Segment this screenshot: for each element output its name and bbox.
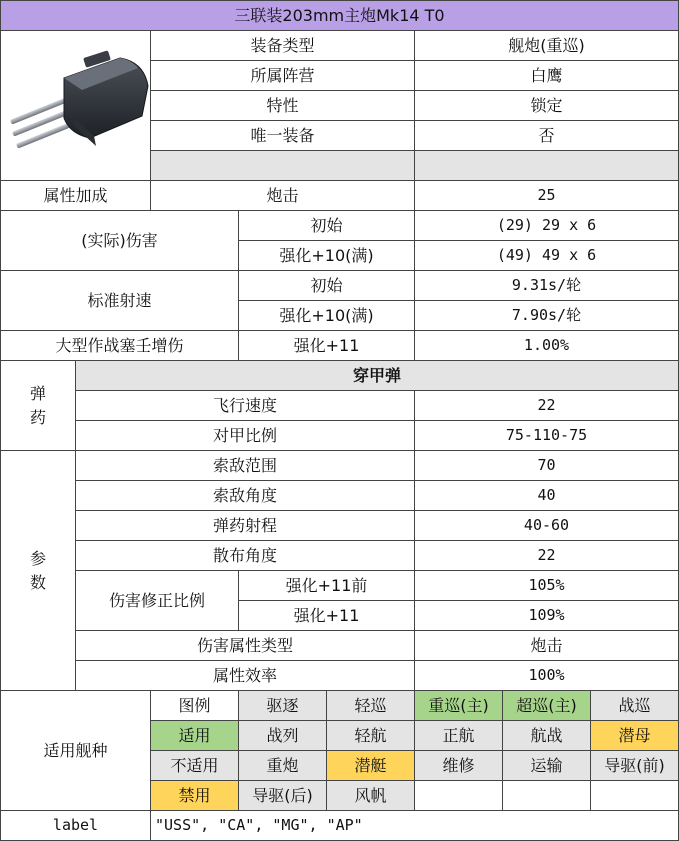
label-row-key: label	[0, 810, 151, 841]
info-label-faction: 所属阵营	[150, 60, 415, 91]
ship-empty-1	[414, 780, 503, 811]
ship-cvl: 轻航	[326, 720, 415, 751]
ship-bb: 战列	[238, 720, 327, 751]
ammo-label-char-1: 弹	[29, 383, 46, 403]
label-row-value: "USS", "CA", "MG", "AP"	[150, 810, 679, 841]
ship-ar: 维修	[414, 750, 503, 781]
params-label-char-2: 数	[29, 572, 46, 592]
param-label-spread: 散布角度	[75, 540, 415, 571]
attr-bonus-stat: 炮击	[150, 180, 415, 211]
damage-mod-before-value: 105%	[414, 570, 679, 601]
damage-initial-value: (29) 29 x 6	[414, 210, 679, 241]
info-label-type: 装备类型	[150, 30, 415, 61]
param-label-shell-range: 弹药射程	[75, 510, 415, 541]
triple-gun-turret-icon	[2, 46, 150, 166]
info-value-faction: 白鹰	[414, 60, 679, 91]
damage-label: (实际)伤害	[0, 210, 239, 271]
params-label-char-1: 参	[29, 548, 46, 568]
ammo-armor-label: 对甲比例	[75, 420, 415, 451]
param-value-spread: 22	[414, 540, 679, 571]
param-value-range: 70	[414, 450, 679, 481]
info-label-trait: 特性	[150, 90, 415, 121]
ship-dd-front: 导驱(前)	[590, 750, 679, 781]
efficiency-label: 属性效率	[75, 660, 415, 691]
ship-cv: 正航	[414, 720, 503, 751]
damage-mod-before-label: 强化+11前	[238, 570, 415, 601]
ammo-speed-label: 飞行速度	[75, 390, 415, 421]
param-label-range: 索敌范围	[75, 450, 415, 481]
ship-bc: 战巡	[590, 690, 679, 721]
info-value-type: 舰炮(重巡)	[414, 30, 679, 61]
equipment-image	[0, 30, 151, 181]
rate-max-label: 强化+10(满)	[238, 300, 415, 331]
ship-empty-2	[502, 780, 591, 811]
legend-applicable: 适用	[150, 720, 239, 751]
ammo-section-label	[0, 360, 76, 451]
ship-dd-back: 导驱(后)	[238, 780, 327, 811]
equipment-title: 三联装203mm主炮Mk14 T0	[0, 0, 679, 31]
attr-bonus-value: 25	[414, 180, 679, 211]
damage-mod-label: 伤害修正比例	[75, 570, 239, 631]
ship-bbv: 航战	[502, 720, 591, 751]
damage-mod-after-label: 强化+11	[238, 600, 415, 631]
ammo-type: 穿甲弹	[75, 360, 679, 391]
rate-label: 标准射速	[0, 270, 239, 331]
ship-cl: 轻巡	[326, 690, 415, 721]
boss-damage-level: 强化+11	[238, 330, 415, 361]
attr-bonus-label: 属性加成	[0, 180, 151, 211]
rate-initial-label: 初始	[238, 270, 415, 301]
ammo-armor-value: 75-110-75	[414, 420, 679, 451]
legend-forbidden: 禁用	[150, 780, 239, 811]
dmg-type-label: 伤害属性类型	[75, 630, 415, 661]
params-section-label	[0, 450, 76, 691]
param-value-angle: 40	[414, 480, 679, 511]
ship-empty-3	[590, 780, 679, 811]
info-blank-right	[414, 150, 679, 181]
damage-mod-after-value: 109%	[414, 600, 679, 631]
info-blank-left	[150, 150, 415, 181]
ship-cb-main: 超巡(主)	[502, 690, 591, 721]
dmg-type-value: 炮击	[414, 630, 679, 661]
info-label-unique: 唯一装备	[150, 120, 415, 151]
ship-dd: 驱逐	[238, 690, 327, 721]
info-value-unique: 否	[414, 120, 679, 151]
rate-max-value: 7.90s/轮	[414, 300, 679, 331]
ship-ssv: 潜母	[590, 720, 679, 751]
ammo-label-char-2: 药	[29, 407, 46, 427]
ship-bm: 重炮	[238, 750, 327, 781]
ship-ss: 潜艇	[326, 750, 415, 781]
info-value-trait: 锁定	[414, 90, 679, 121]
param-value-shell-range: 40-60	[414, 510, 679, 541]
boss-damage-value: 1.00%	[414, 330, 679, 361]
param-label-angle: 索敌角度	[75, 480, 415, 511]
boss-damage-label: 大型作战塞壬增伤	[0, 330, 239, 361]
damage-initial-label: 初始	[238, 210, 415, 241]
damage-max-label: 强化+10(满)	[238, 240, 415, 271]
ammo-speed-value: 22	[414, 390, 679, 421]
legend-title: 图例	[150, 690, 239, 721]
efficiency-value: 100%	[414, 660, 679, 691]
ship-ae: 运输	[502, 750, 591, 781]
rate-initial-value: 9.31s/轮	[414, 270, 679, 301]
ship-types-label: 适用舰种	[0, 690, 151, 811]
damage-max-value: (49) 49 x 6	[414, 240, 679, 271]
ship-ix: 风帆	[326, 780, 415, 811]
ship-ca-main: 重巡(主)	[414, 690, 503, 721]
legend-not-applicable: 不适用	[150, 750, 239, 781]
